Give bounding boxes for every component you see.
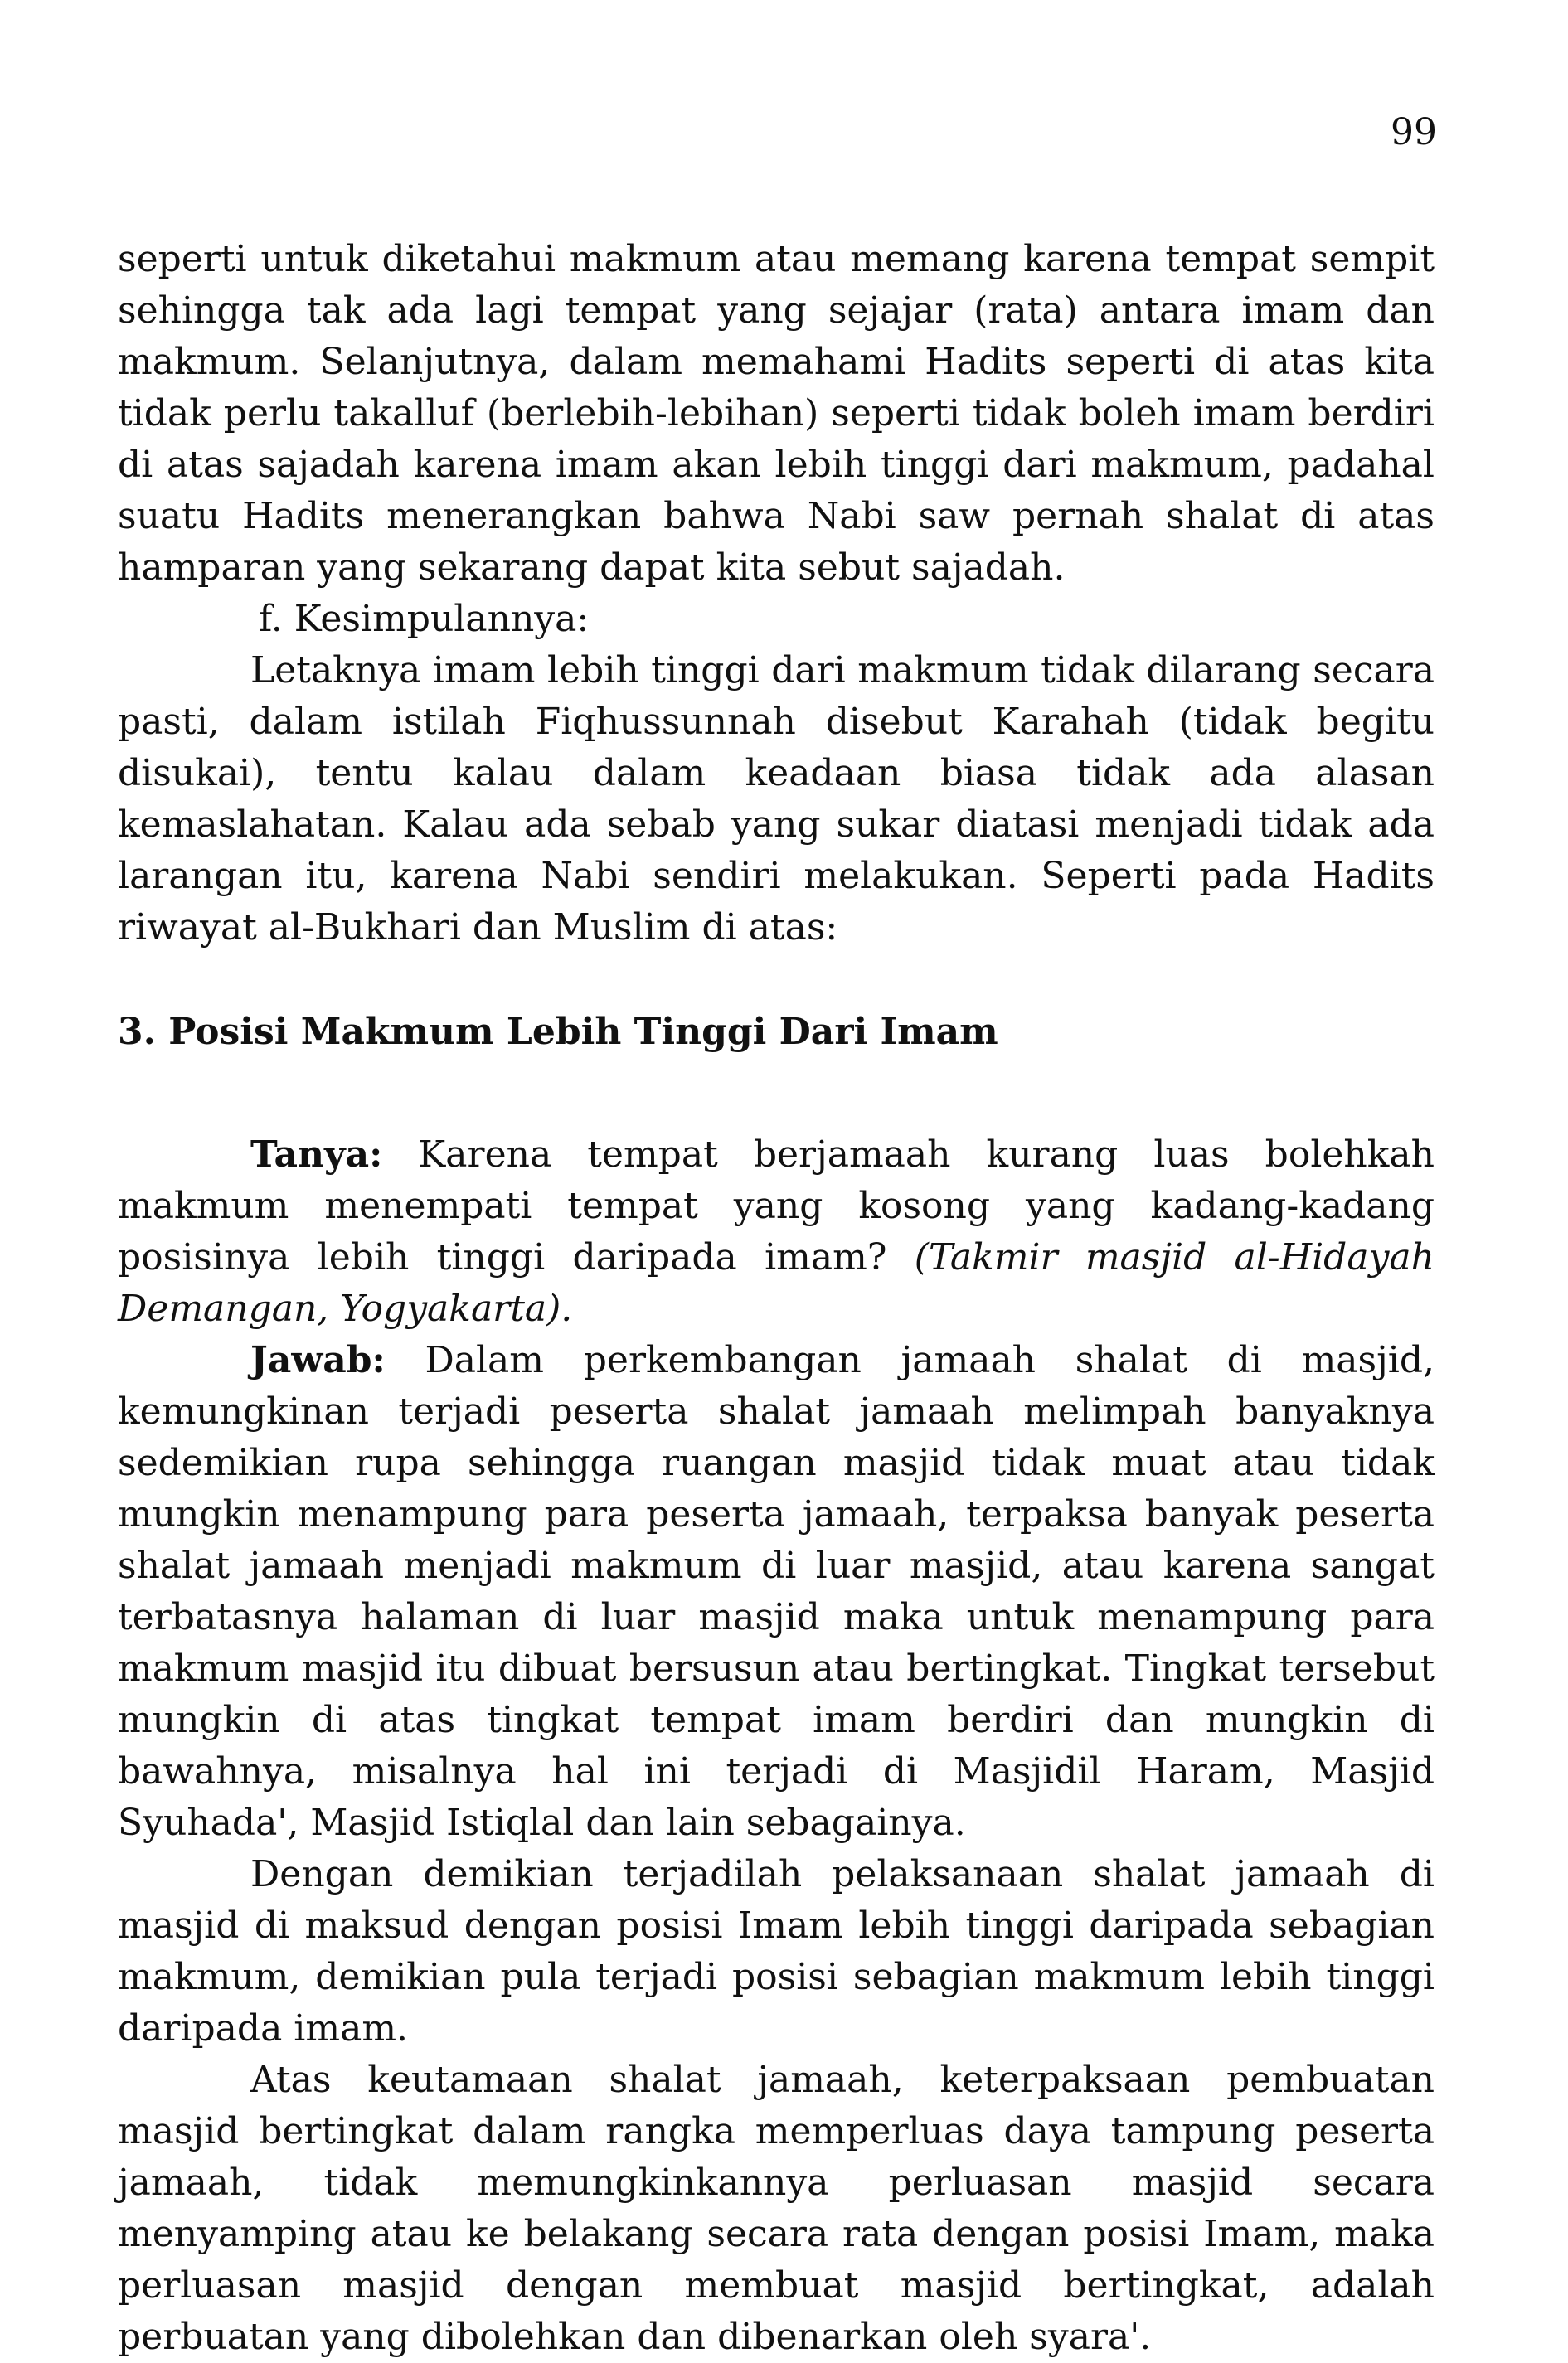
question-paragraph	[118, 1129, 1435, 1335]
question-source: (Takmir masjid al-Hidayah Demangan, Yogyakarta).	[118, 1236, 1435, 1330]
answer-text: Dalam perkembangan jamaah shalat di masjid, kemungkinan terjadi peserta shalat jamaah melimpah banyaknya sedemikian rupa sehingga ruangan masjid tidak muat atau tidak mungkin menampung para peserta jamaah, terpaksa banyak peserta shalat jamaah menjadi makmum di luar masjid, atau karena sangat terbatasnya halaman di luar masjid maka untuk menampung para makmum masjid itu dibuat bersusun atau bertingkat. Tingkat tersebut mungkin di atas tingkat tempat imam berdiri dan mungkin di bawahnya, misalnya hal ini terjadi di Masjidil Haram, Masjid Syuhada', Masjid Istiqlal dan lain sebagainya.	[118, 1339, 1435, 1844]
answer-paragraph	[118, 1335, 1435, 1849]
conclusion-paragraph: Letaknya imam lebih tinggi dari makmum tidak dilarang secara pasti, dalam istilah Fiqhussunnah disebut Karahah (tidak begitu disukai), tentu kalau dalam keadaan biasa tidak ada alasan kemaslahatan. Kalau ada sebab yang sukar diatasi menjadi tidak ada larangan itu, karena Nabi sendiri melakukan. Seperti pada Hadits riwayat al-Bukhari dan Muslim di atas:	[118, 649, 1435, 949]
page-number: 99	[1391, 111, 1437, 153]
section-heading: 3. Posisi Makmum Lebih Tinggi Dari Imam	[118, 1011, 998, 1053]
question-text: Karena tempat berjamaah kurang luas bolehkah makmum menempati tempat yang kosong yang kadang-kadang posisinya lebih tinggi daripada imam?	[118, 1133, 1435, 1279]
question-label: Tanya:	[250, 1133, 383, 1176]
answer-label: Jawab:	[250, 1339, 386, 1381]
page-content	[118, 234, 1435, 2363]
paragraph-conclusion: Atas keutamaan shalat jamaah, keterpaksaan pembuatan masjid bertingkat dalam rangka memperluas daya tampung peserta jamaah, tidak memungkinkannya perluasan masjid secara menyamping atau ke belakang secara rata dengan posisi Imam, maka perluasan masjid dengan membuat masjid bertingkat, adalah perbuatan yang dibolehkan dan dibenarkan oleh syara'.	[118, 2059, 1435, 2358]
paragraph-implication: Dengan demikian terjadilah pelaksanaan shalat jamaah di masjid di maksud dengan posisi Imam lebih tinggi daripada sebagian makmum, demikian pula terjadi posisi sebagian makmum lebih tinggi daripada imam.	[118, 1853, 1435, 2050]
conclusion-subheading: f. Kesimpulannya:	[259, 598, 590, 640]
paragraph-continuation: seperti untuk diketahui makmum atau memang karena tempat sempit sehingga tak ada lagi tempat yang sejajar (rata) antara imam dan makmum. Selanjutnya, dalam memahami Hadits seperti di atas kita tidak perlu takalluf (berlebih-lebihan) seperti tidak boleh imam berdiri di atas sajadah karena imam akan lebih tinggi dari makmum, padahal suatu Hadits menerangkan bahwa Nabi saw pernah shalat di atas hamparan yang sekarang dapat kita sebut sajadah.	[118, 238, 1435, 589]
